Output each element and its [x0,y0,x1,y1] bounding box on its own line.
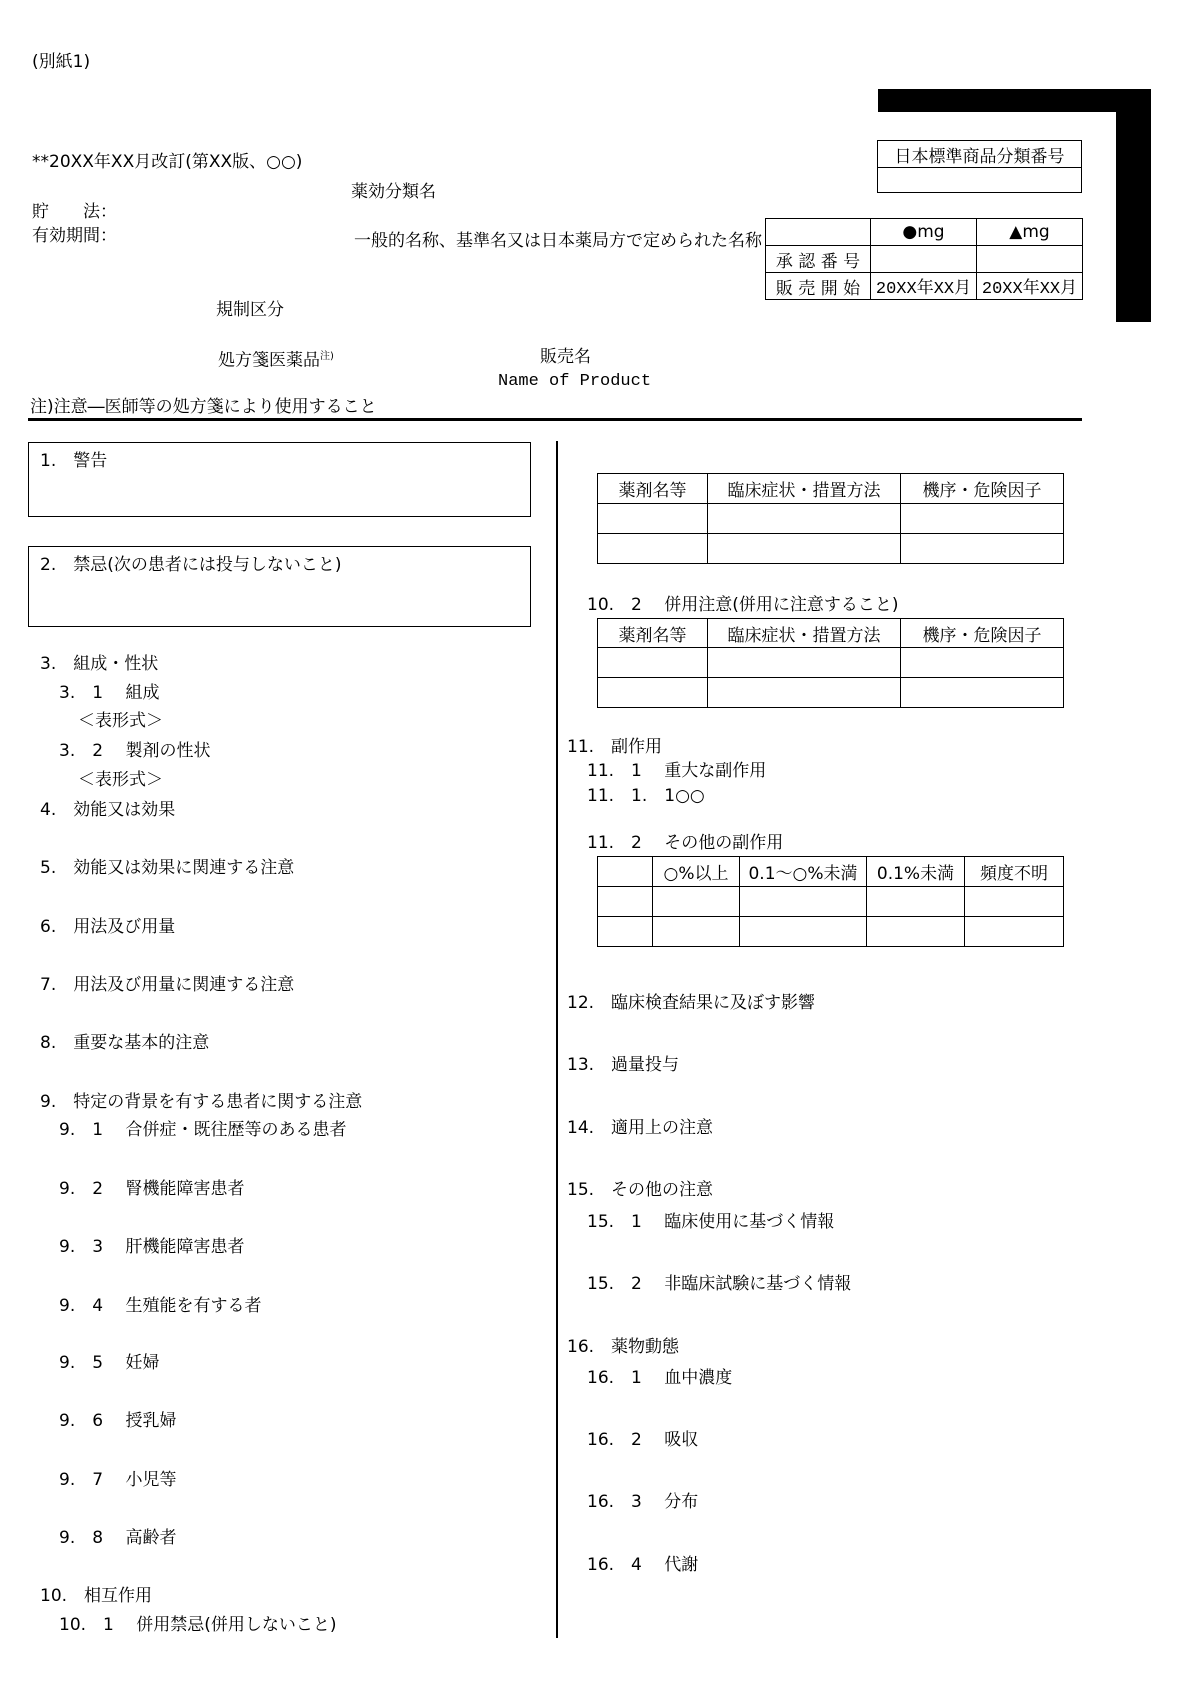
section-16-1: 16. 1 血中濃度 [587,1368,733,1388]
classification-number-box [877,140,1082,193]
strength-header-triangle: ▲mg [977,219,1083,246]
header-drug-name: 薬剤名等 [598,619,708,648]
section-6: 6. 用法及び用量 [40,917,176,937]
table-row [598,504,1064,534]
section-3-2-format: ＜表形式＞ [78,770,163,790]
attachment-label: (別紙1) [32,52,91,72]
precaution-combination-table [597,618,1064,708]
launch-date-triangle: 20XX年XX月 [977,273,1083,300]
approval-number-triangle [977,246,1083,273]
corner-mark-vertical [1116,89,1151,322]
prescription-drug-text: 処方箋医薬品 [218,350,320,371]
storage-label: 貯 法： [32,202,117,222]
section-15-1: 15. 1 臨床使用に基づく情報 [587,1212,835,1232]
therapeutic-category: 薬効分類名 [351,182,436,202]
contraindicated-combination-table [597,473,1064,564]
section-15: 15. その他の注意 [567,1180,714,1200]
section-warning: 1. 警告 [40,451,108,471]
section-12: 12. 臨床検査結果に及ぼす影響 [567,993,816,1013]
section-9-5: 9. 5 妊婦 [59,1353,160,1373]
section-9: 9. 特定の背景を有する患者に関する注意 [40,1092,363,1112]
product-name-en: Name of Product [498,372,652,391]
section-3-1-format: ＜表形式＞ [78,711,163,731]
corner-mark-horizontal [878,89,1151,112]
header-mechanism: 機序・危険因子 [901,619,1064,648]
section-15-2: 15. 2 非臨床試験に基づく情報 [587,1274,852,1294]
header-clinical-symptoms: 臨床症状・措置方法 [708,474,901,504]
table-row [598,887,1064,917]
section-10: 10. 相互作用 [40,1586,153,1606]
section-16: 16. 薬物動態 [567,1337,680,1357]
prescription-note-mark: 注) [320,351,334,362]
header-range-percent: 0.1～○%未満 [740,857,867,887]
strength-header-blank [766,219,871,246]
prescription-caution: 注)注意―医師等の処方箋により使用すること [30,397,377,417]
header-under-percent: 0.1%未満 [867,857,965,887]
approval-number-label: 承 認 番 号 [766,246,871,273]
header-frequency-unknown: 頻度不明 [965,857,1064,887]
section-11-1-1: 11. 1. 1○○ [587,786,705,806]
prescription-drug [218,347,334,371]
brand-name-label: 販売名 [540,347,591,367]
generic-name: 一般的名称、基準名又は日本薬局方で定められた名称 [354,231,762,251]
section-3-1: 3. 1 組成 [59,683,160,703]
regulatory-class: 規制区分 [216,300,284,320]
section-3: 3. 組成・性状 [40,654,159,674]
launch-date-circle: 20XX年XX月 [871,273,977,300]
section-16-3: 16. 3 分布 [587,1492,699,1512]
section-10-2: 10. 2 併用注意(併用に注意すること) [587,595,899,615]
header-drug-name: 薬剤名等 [598,474,708,504]
section-5: 5. 効能又は効果に関連する注意 [40,858,295,878]
section-14: 14. 適用上の注意 [567,1118,714,1138]
table-row [598,534,1064,564]
section-11-1: 11. 1 重大な副作用 [587,761,767,781]
table-row [598,648,1064,678]
section-9-8: 9. 8 高齢者 [59,1528,177,1548]
section-11-2: 11. 2 その他の副作用 [587,833,784,853]
section-9-2: 9. 2 腎機能障害患者 [59,1179,245,1199]
section-7: 7. 用法及び用量に関連する注意 [40,975,295,995]
header-over-percent: ○%以上 [653,857,740,887]
table-row [598,678,1064,708]
section-9-1: 9. 1 合併症・既往歴等のある患者 [59,1120,347,1140]
header-blank [598,857,653,887]
section-9-3: 9. 3 肝機能障害患者 [59,1237,245,1257]
strength-header-circle: ●mg [871,219,977,246]
table-row [598,917,1064,947]
section-11: 11. 副作用 [567,737,663,757]
other-adverse-reactions-table [597,856,1064,947]
expiry-label: 有効期間： [32,226,117,246]
section-10-1: 10. 1 併用禁忌(併用しないこと) [59,1615,337,1635]
classification-label: 日本標準商品分類番号 [878,141,1082,168]
section-contraindications: 2. 禁忌(次の患者には投与しないこと) [40,555,342,575]
section-9-4: 9. 4 生殖能を有する者 [59,1296,262,1316]
strength-table [765,218,1083,300]
approval-number-circle [871,246,977,273]
revision-date: **20XX年XX月改訂(第XX版、○○) [32,152,303,172]
section-8: 8. 重要な基本的注意 [40,1033,210,1053]
header-divider [28,418,1082,421]
header-clinical-symptoms: 臨床症状・措置方法 [708,619,901,648]
section-9-6: 9. 6 授乳婦 [59,1411,177,1431]
section-13: 13. 過量投与 [567,1055,680,1075]
section-3-2: 3. 2 製剤の性状 [59,741,211,761]
classification-value [878,168,1082,193]
section-16-2: 16. 2 吸収 [587,1430,699,1450]
section-9-7: 9. 7 小児等 [59,1470,177,1490]
section-16-4: 16. 4 代謝 [587,1555,699,1575]
column-divider [556,441,558,1638]
section-4: 4. 効能又は効果 [40,800,176,820]
header-mechanism: 機序・危険因子 [901,474,1064,504]
launch-date-label: 販 売 開 始 [766,273,871,300]
